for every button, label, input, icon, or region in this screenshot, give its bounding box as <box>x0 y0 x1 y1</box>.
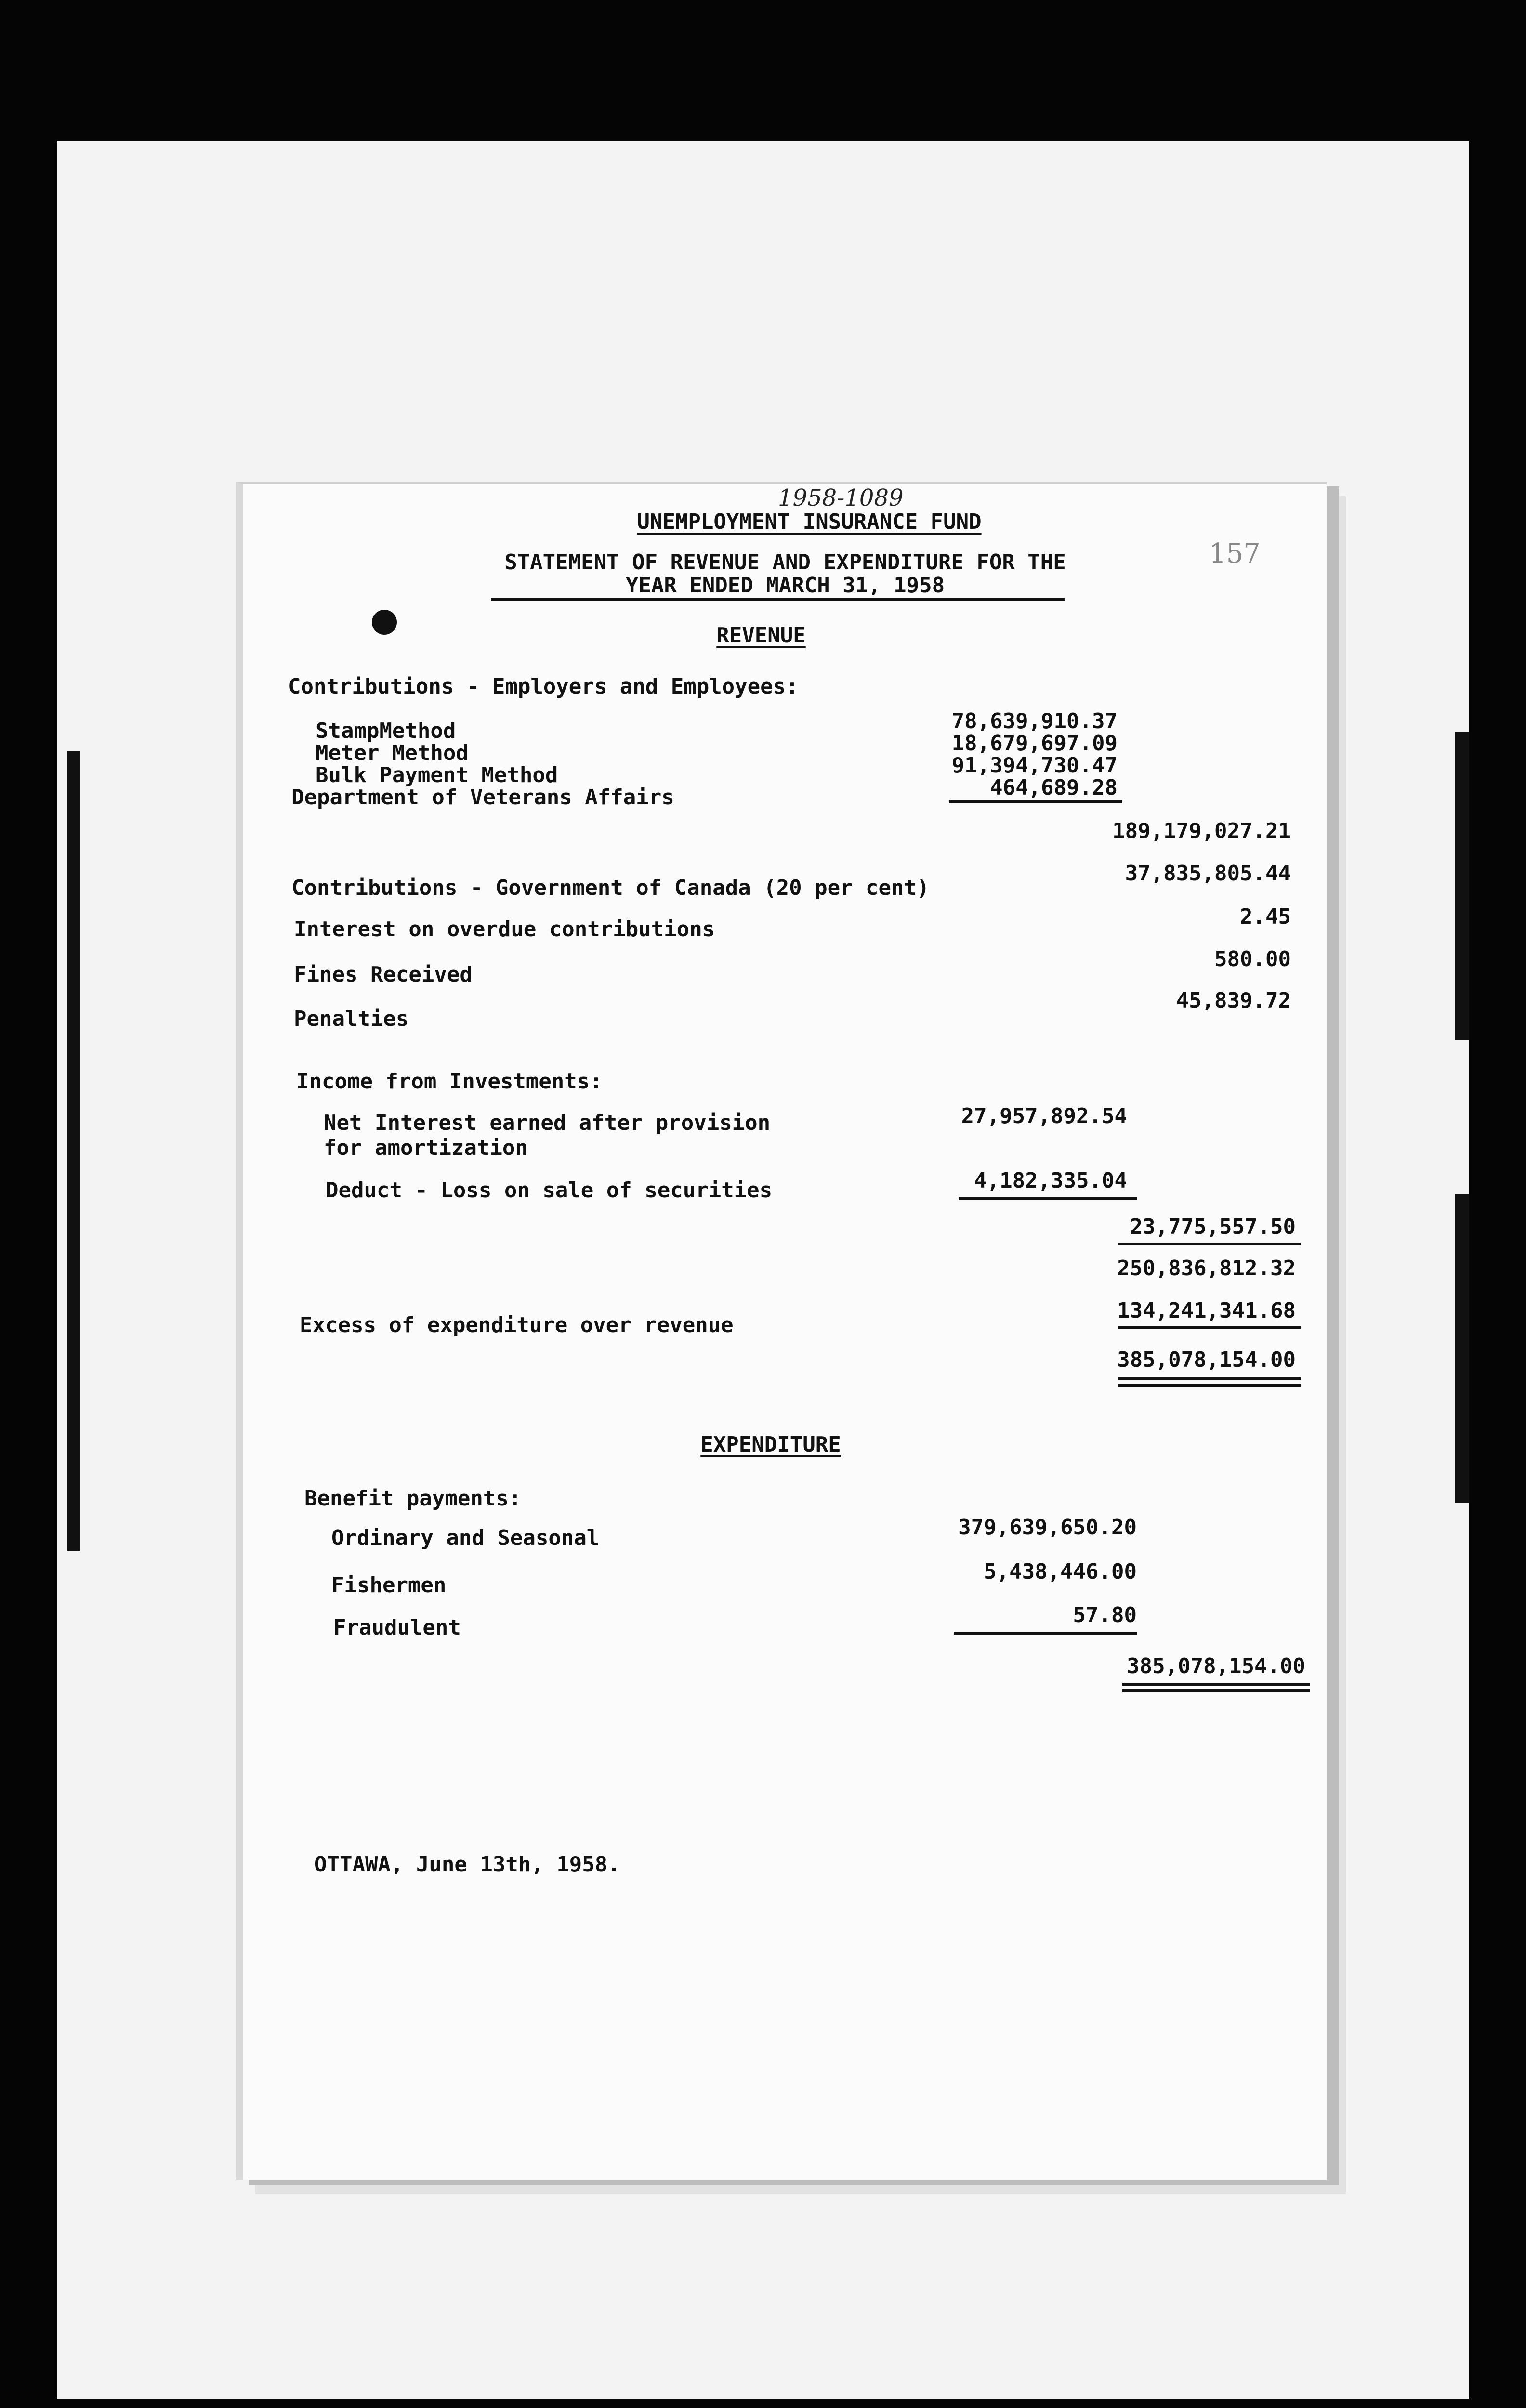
expenditure-double-rule-2 <box>1122 1689 1310 1692</box>
grand-total-double-rule-1 <box>1118 1377 1301 1380</box>
handwritten-file-number: 1958-1089 <box>778 484 904 511</box>
revenue-subtotal-rule <box>1118 1243 1301 1245</box>
fraudulent-label: Fraudulent <box>333 1615 461 1640</box>
benefit-payments-heading: Benefit payments: <box>304 1486 522 1511</box>
investments-total: 23,775,557.50 <box>1130 1215 1296 1239</box>
page-number: 157 <box>1209 538 1261 569</box>
expenditure-double-rule-1 <box>1122 1683 1310 1686</box>
meter-method-amount: 18,679,697.09 <box>951 731 1118 756</box>
contributions-total: 189,179,027.21 <box>1112 819 1291 843</box>
contributions-subtotal-rule <box>949 800 1122 803</box>
expenditure-subtotal-rule <box>954 1632 1137 1635</box>
government-contributions-label: Contributions - Government of Canada (20 per cent) <box>291 876 930 900</box>
statement-title-line2: YEAR ENDED MARCH 31, 1958 <box>625 573 945 598</box>
place-date: OTTAWA, June 13th, 1958. <box>314 1852 620 1877</box>
fishermen-amount: 5,438,446.00 <box>984 1559 1137 1584</box>
stamp-method-label: StampMethod <box>316 719 456 743</box>
fines-label: Fines Received <box>294 962 473 987</box>
revenue-heading: REVENUE <box>716 623 806 648</box>
deduct-loss-label: Deduct - Loss on sale of securities <box>326 1178 773 1203</box>
veterans-affairs-amount: 464,689.28 <box>990 775 1118 800</box>
investments-heading: Income from Investments: <box>296 1069 603 1094</box>
government-contributions-amount: 37,835,805.44 <box>1125 861 1291 886</box>
bulk-payment-label: Bulk Payment Method <box>316 763 558 787</box>
net-interest-label-line2: for amortization <box>324 1136 528 1160</box>
excess-expenditure-label: Excess of expenditure over revenue <box>300 1313 734 1337</box>
binder-clip-right-lower <box>1455 1194 1469 1503</box>
binder-clip-left <box>67 751 80 1551</box>
net-interest-label-line1: Net Interest earned after provision <box>324 1111 771 1135</box>
grand-total-double-rule-2 <box>1118 1384 1301 1387</box>
grand-total-rule <box>1118 1326 1301 1329</box>
penalties-amount: 45,839.72 <box>1176 988 1291 1013</box>
ordinary-seasonal-label: Ordinary and Seasonal <box>331 1526 600 1550</box>
bulk-payment-amount: 91,394,730.47 <box>951 753 1118 778</box>
ordinary-seasonal-amount: 379,639,650.20 <box>958 1515 1137 1540</box>
interest-overdue-amount: 2.45 <box>1240 904 1291 929</box>
interest-overdue-label: Interest on overdue contributions <box>294 917 715 942</box>
stamp-method-amount: 78,639,910.37 <box>951 709 1118 733</box>
penalties-label: Penalties <box>294 1007 409 1031</box>
expenditure-total: 385,078,154.00 <box>1127 1654 1305 1678</box>
fraudulent-amount: 57.80 <box>1073 1603 1137 1627</box>
excess-expenditure-amount: 134,241,341.68 <box>1117 1298 1296 1323</box>
net-interest-amount: 27,957,892.54 <box>961 1104 1127 1128</box>
veterans-affairs-label: Department of Veterans Affairs <box>291 785 674 810</box>
fines-amount: 580.00 <box>1214 947 1291 971</box>
expenditure-heading: EXPENDITURE <box>700 1432 841 1457</box>
meter-method-label: Meter Method <box>316 741 469 765</box>
fishermen-label: Fishermen <box>331 1573 447 1597</box>
punch-hole <box>372 610 397 635</box>
revenue-grand-total: 385,078,154.00 <box>1117 1348 1296 1372</box>
contributions-heading: Contributions - Employers and Employees: <box>288 674 799 699</box>
title-rule <box>491 598 1065 601</box>
document-title: UNEMPLOYMENT INSURANCE FUND <box>637 510 982 534</box>
deduct-loss-amount: 4,182,335.04 <box>974 1168 1127 1193</box>
revenue-total: 250,836,812.32 <box>1117 1256 1296 1281</box>
binder-clip-right <box>1455 732 1469 1040</box>
investments-subtotal-rule <box>959 1197 1137 1200</box>
statement-title-line1: STATEMENT OF REVENUE AND EXPENDITURE FOR THE <box>504 550 1066 575</box>
